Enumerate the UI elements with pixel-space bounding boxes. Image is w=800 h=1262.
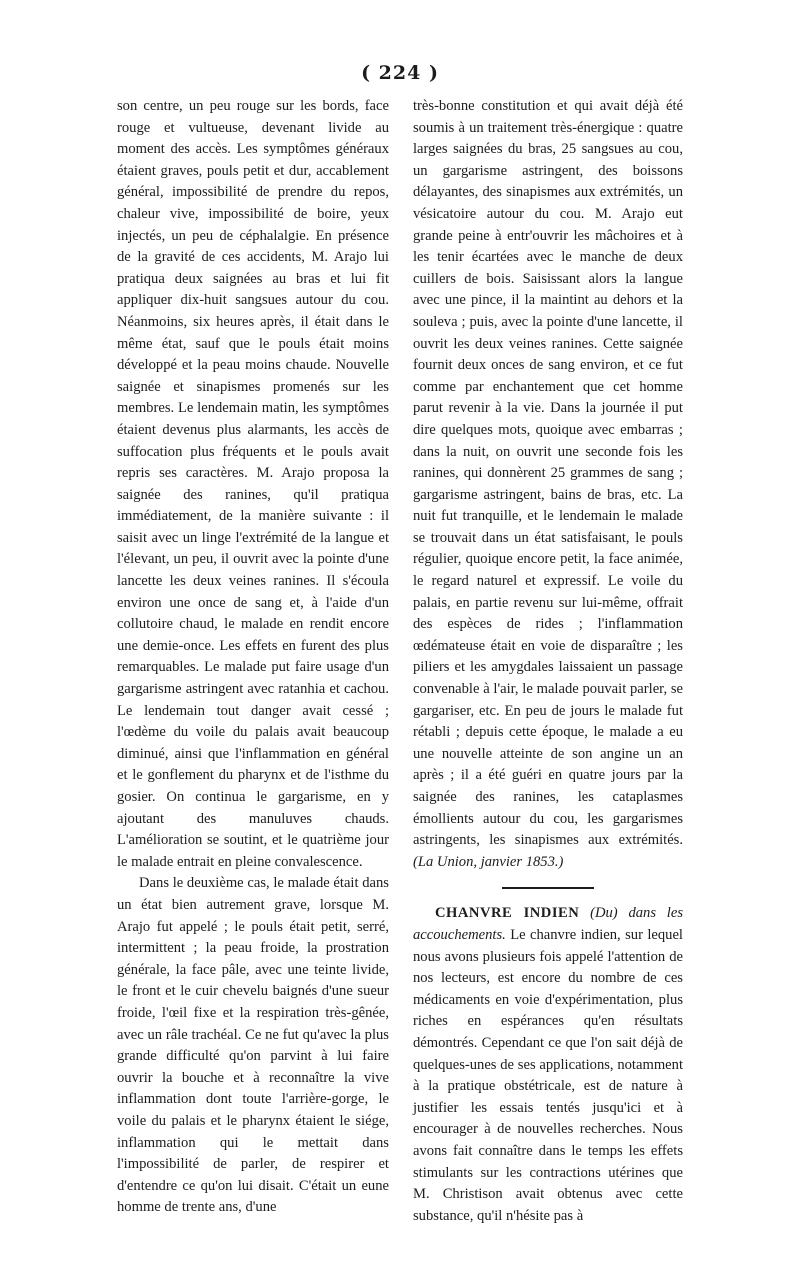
paragraph (413, 96, 683, 873)
paragraph-text: très-bonne constitution et qui avait déjà été soumis à un traitement très-énergique : quatre larges saignées du bras, 25 sangsues au cou, un gargarisme astringent, des boissons délayantes, des sinapismes aux extrémités, un vésicatoire autour du cou. M. Arajo eut grande peine à entr'ouvrir les mâchoires et à les tenir écartées avec le manche de deux cuillers de bois. Saisissant alors la langue avec une pince, il la maintint au dehors et la souleva ; puis, avec la pointe d'une lancette, il ouvrit les deux veines ranines. Cette saignée fournit deux onces de sang environ, et ce fut comme par enchantement que cet homme parut revenir à la vie. Dans la journée il put dire quelques mots, quoique avec embarras ; dans la nuit, on ouvrit une seconde fois les ranines, qui donnèrent 25 grammes de sang ; gargarisme astringent, bains de bras, etc. La nuit fut tranquille, et le lendemain le malade se trouvait dans un état satisfaisant, le pouls régulier, quoique encore petit, la face animée, le regard naturel et expressif. Le voile du palais, en partie revenu sur lui-même, offrait des espèces de rides ; l'inflammation œdémateuse était en voie de disparaître ; les piliers et les amygdales laissaient un passage convenable à l'air, le malade pouvait parler, se gargariser, etc. En peu de jours le malade fut rétabli ; depuis cette époque, le malade a eu une nouvelle atteinte de son angine un an après ; il a été guéri en quatre jours par la saignée des ranines, les cataplasmes émollients autour du cou, les gargarismes astringents, les sinapismes aux extrémités. (413, 98, 683, 849)
left-column (117, 96, 389, 1219)
paragraph: Dans le deuxième cas, le malade était dans un état bien autrement grave, lorsque M. Arajo fut appelé ; le pouls était petit, serré, intermittent ; la peau froide, la prostration générale, la face pâle, avec une teinte livide, le front et le cuir chevelu baignés d'une sueur froide, l'œil fixe et la respiration très-gênée, avec un râle trachéal. Ce ne fut qu'avec la plus grande difficulté qu'on parvint à lui faire ouvrir la bouche et à reconnaître la vive inflammation dont toute l'arrière-gorge, le voile du palais et le pharynx étaient le siége, inflammation qui le mettait dans l'impossibilité de parler, de respirer et d'entendre ce qu'on lui disait. C'était un eune homme de trente ans, d'une (117, 875, 389, 1216)
article-subheading: dans les accouchements. (413, 905, 684, 943)
article-heading-paren: (Du) (590, 905, 618, 922)
source-citation: (La Union, janvier 1853.) (413, 853, 564, 870)
section-divider (502, 887, 594, 889)
article-heading: CHANVRE INDIEN (435, 905, 580, 922)
paragraph-text: Le chanvre indien, sur lequel nous avons plusieurs fois appelé l'attention de nos lecteurs, est encore du nombre de ces médicaments en voie d'expérimentation, plus riches en espérances qu'en résultats démontrés. Cependant ce que l'on sait déjà de quelques-unes de ses applications, notamment à la pratique obstétricale, est de nature à justifier les essais tentés jusqu'ici et à encourager à de nouvelles recherches. Nous avons fait connaître dans le temps les effets stimulants sur les contractions utérines que M. Christison avait obtenus avec cette substance, qu'il n'hésite pas à (413, 926, 683, 1224)
page-number: ( 224 ) (361, 62, 439, 84)
right-column (413, 96, 683, 1227)
article-paragraph (413, 903, 683, 1227)
paragraph: son centre, un peu rouge sur les bords, face rouge et vultueuse, devenant livide au moment des accès. Les symptômes généraux étaient graves, pouls petit et dur, accablement général, impossibilité de prendre du repos, chaleur vive, impossibilité de boire, yeux injectés, un peu de céphalalgie. En présence de la gravité de ces accidents, M. Arajo lui pratiqua deux saignées au bras et lui fit appliquer dix-huit sangsues autour du cou. Néanmoins, six heures après, il était dans le même état, sauf que le pouls était moins développé et la peau moins chaude. Nouvelle saignée et sinapismes promenés sur les membres. Le lendemain matin, les symptômes étaient devenus plus alarmants, les accès de suffocation plus fréquents et le pouls avait repris ses caractères. M. Arajo proposa la saignée des ranines, qu'il pratiqua immédiatement, de la manière suivante : il saisit avec un linge l'extrémité de la langue et l'élevant, un peu, il ouvrit avec la pointe d'une lancette les deux veines ranines. Il s'écoula environ une once de sang et, à l'aide d'un collutoire chaud, le malade en rendit encore une demie-once. Les effets en furent des plus remarquables. Le malade put faire usage d'un gargarisme astringent avec ratanhia et cachou. Le lendemain tout danger avait cessé ; l'œdème du voile du palais avait beaucoup diminué, ainsi que l'inflammation en général et le gonflement du pharynx et de l'isthme du gosier. On continua le gargarisme, en y ajoutant des manuluves chauds. L'amélioration se soutint, et le quatrième jour le malade entrait en pleine convalescence. (117, 98, 389, 870)
